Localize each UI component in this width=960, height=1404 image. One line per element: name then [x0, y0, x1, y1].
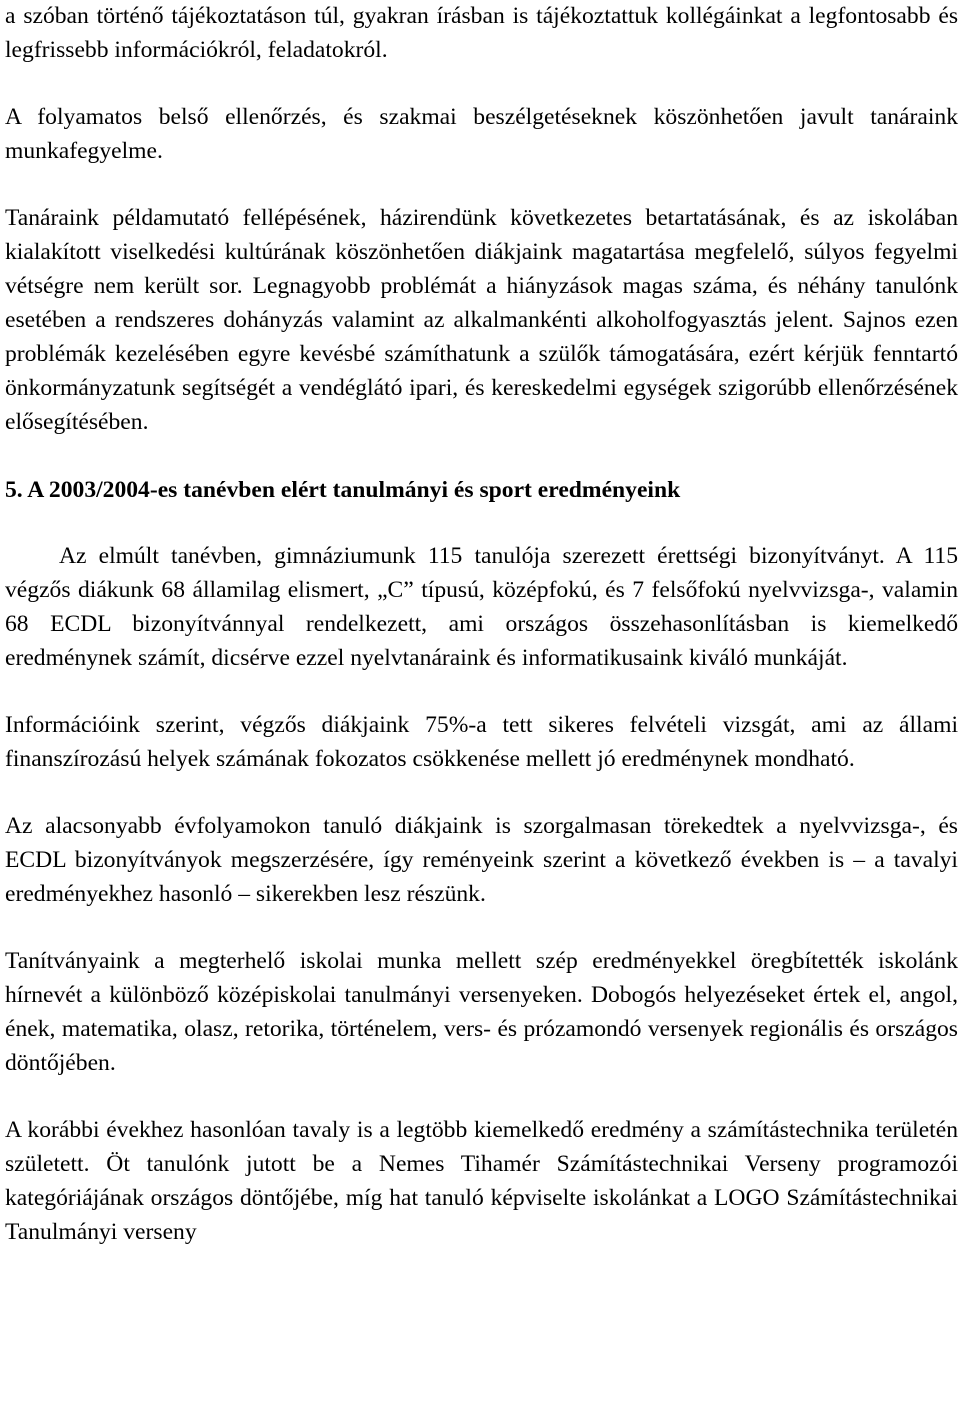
paragraph-6: Az alacsonyabb évfolyamokon tanuló diákjaink is szorgalmasan törekedtek a nyelvvizsga-, és ECDL bizonyítványok megszerzésére, így reményeink szerint a következő években is – a tavalyi eredményekhez hasonló – sikerekben lesz részünk.: [5, 813, 958, 907]
paragraph-3: Tanáraink példamutató fellépésének, házirendünk következetes betartatásának, és az iskolában kialakított viselkedési kultúrának köszönhetően diákjaink magatartása megfelelő, súlyos fegyelmi vétségre nem került sor. Legnagyobb problémát a hiányzások magas száma, és néhány tanulónk esetében a rendszeres dohányzás valamint az alkalmankénti alkoholfogyasztás jelent. Sajnos ezen problémák kezelésében egyre kevésbé számíthatunk a szülők támogatására, ezért kérjük fenntartó önkormányzatunk segítségét a vendéglátó ipari, és kereskedelmi egységek szigorúbb ellenőrzésének elősegítésében.: [5, 205, 958, 435]
paragraph-2: A folyamatos belső ellenőrzés, és szakmai beszélgetéseknek köszönhetően javult tanáraink munkafegyelme.: [5, 104, 958, 164]
document-page: [5, 0, 958, 1249]
paragraph-1: a szóban történő tájékoztatáson túl, gyakran írásban is tájékoztattuk kollégáinkat a legfontosabb és legfrissebb információkról, feladatokról.: [5, 3, 958, 63]
section-heading: 5. A 2003/2004-es tanévben elért tanulmányi és sport eredményeink: [5, 477, 681, 503]
paragraph-7: Tanítványaink a megterhelő iskolai munka mellett szép eredményekkel öregbítették iskolánk hírnevét a különböző középiskolai tanulmányi versenyeken. Dobogós helyezéseket értek el, angol, ének, matematika, olasz, retorika, történelem, vers- és prózamondó versenyek regionális és országos döntőjében.: [5, 948, 958, 1076]
paragraph-4: Az elmúlt tanévben, gimnáziumunk 115 tanulója szerezett érettségi bizonyítványt. A 115 végzős diákunk 68 államilag elismert, „C” típusú, középfokú, és 7 felsőfokú nyelvvizsga-, valamin 68 ECDL bizonyítvánnyal rendelkezett, ami országos összehasonlításban is kiemelkedő eredménynek számít, dicsérve ezzel nyelvtanáraink és informatikusaink kiváló munkáját.: [5, 543, 958, 671]
paragraph-8: A korábbi évekhez hasonlóan tavaly is a legtöbb kiemelkedő eredmény a számítástechnika területén született. Öt tanulónk jutott be a Nemes Tihamér Számítástechnikai Verseny programozói kategóriájának országos döntőjébe, míg hat tanuló képviselte iskolánkat a LOGO Számítástechnikai Tanulmányi verseny: [5, 1117, 958, 1245]
paragraph-5: Információink szerint, végzős diákjaink 75%-a tett sikeres felvételi vizsgát, ami az állami finanszírozású helyek számának fokozatos csökkenése mellett jó eredménynek mondható.: [5, 712, 958, 772]
